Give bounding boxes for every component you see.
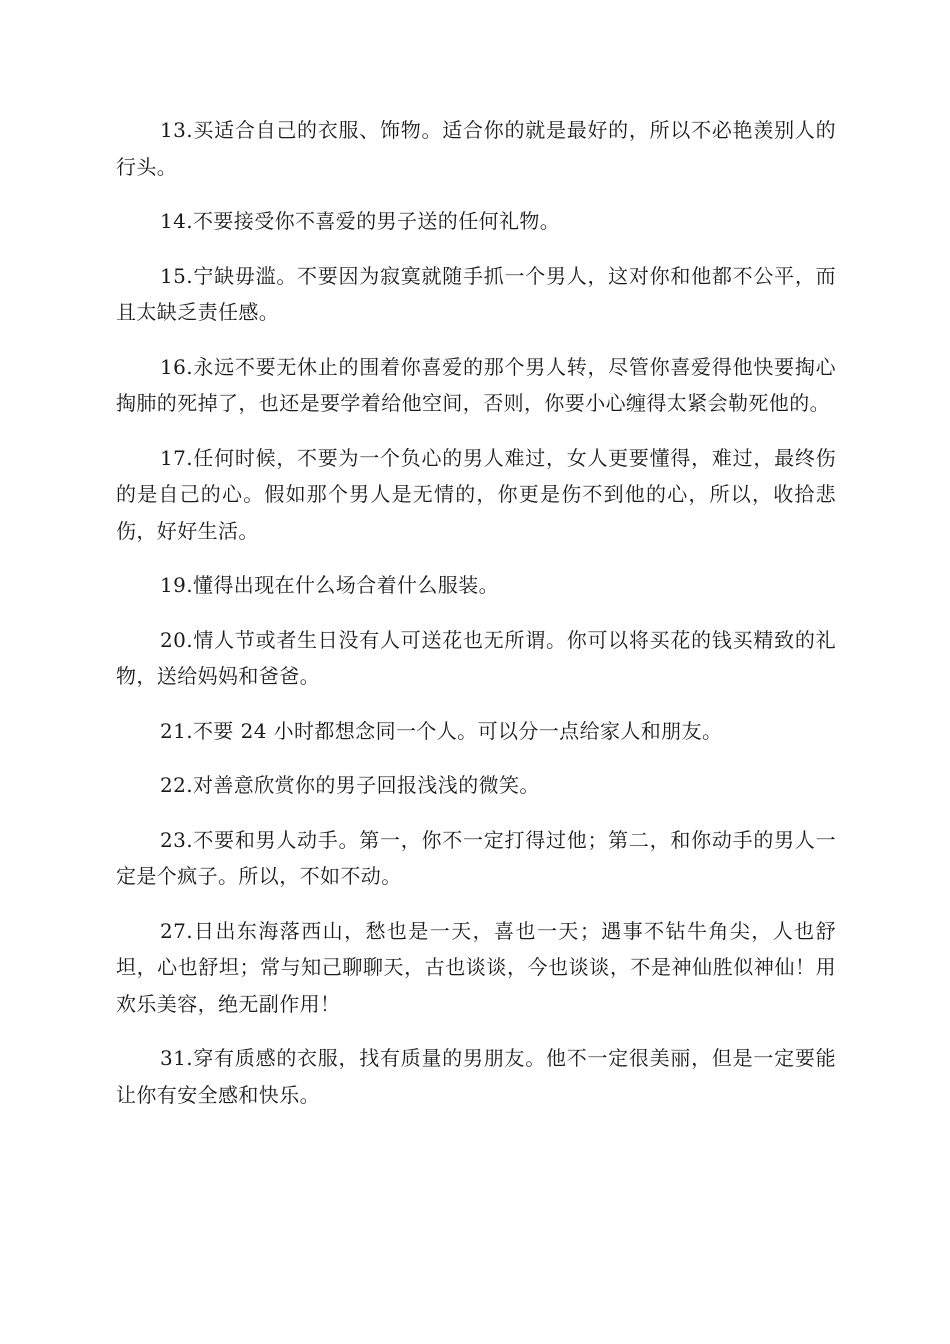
paragraph-22: 22.对善意欣赏你的男子回报浅浅的微笑。 [160, 773, 540, 797]
paragraph-17: 17.任何时候，不要为一个负心的男人难过，女人更要懂得，难过，最终伤的是自己的心。假如那个男人是无情的，你更是伤不到他的心，所以，收拾悲伤，好好生活。 [116, 445, 836, 543]
paragraph-16: 16.永远不要无休止的围着你喜爱的那个男人转，尽管你喜爱得他快要掏心掏肺的死掉了，也还是要学着给他空间，否则，你要小心缠得太紧会勒死他的。 [116, 354, 836, 415]
paragraph-23: 23.不要和男人动手。第一，你不一定打得过他；第二，和你动手的男人一定是个疯子。所以，不如不动。 [116, 827, 836, 888]
paragraph-27: 27.日出东海落西山，愁也是一天，喜也一天；遇事不钻牛角尖，人也舒坦，心也舒坦；常与知己聊聊天，古也谈谈，今也谈谈，不是神仙胜似神仙！用欢乐美容，绝无副作用！ [116, 918, 836, 1016]
document-body [116, 112, 836, 1131]
paragraph-21: 21.不要 24 小时都想念同一个人。可以分一点给家人和朋友。 [160, 718, 723, 743]
paragraph-15: 15.宁缺毋滥。不要因为寂寞就随手抓一个男人，这对你和他都不公平，而且太缺乏责任感。 [116, 263, 836, 324]
paragraph-19: 19.懂得出现在什么场合着什么服装。 [160, 573, 500, 597]
paragraph-31: 31.穿有质感的衣服，找有质量的男朋友。他不一定很美丽，但是一定要能让你有安全感和快乐。 [116, 1046, 836, 1107]
paragraph-20: 20.情人节或者生日没有人可送花也无所谓。你可以将买花的钱买精致的礼物，送给妈妈和爸爸。 [116, 627, 836, 688]
paragraph-14: 14.不要接受你不喜爱的男子送的任何礼物。 [160, 209, 561, 233]
paragraph-13: 13.买适合自己的衣服、饰物。适合你的就是最好的，所以不必艳羡别人的行头。 [116, 118, 836, 179]
